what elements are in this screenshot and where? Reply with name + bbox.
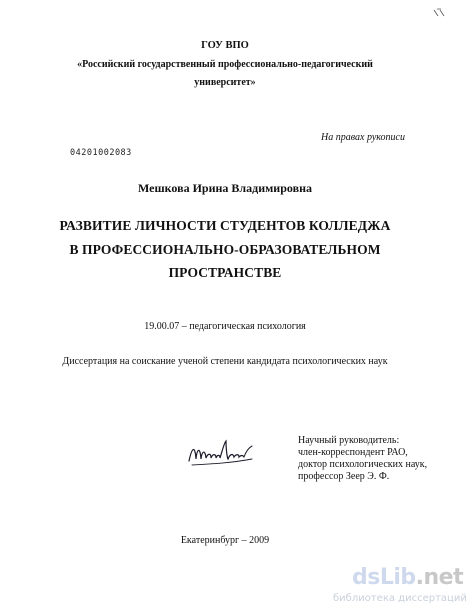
supervisor-degree: доктор психологических наук,	[298, 459, 428, 470]
watermark-subtitle: библиотека диссертаций	[333, 593, 467, 604]
supervisor-name: профессор Зеер Э. Ф.	[298, 471, 390, 482]
watermark-brand	[352, 565, 463, 590]
author-name: Мешкова Ирина Владимировна	[138, 181, 312, 195]
handwritten-signature	[186, 437, 261, 472]
corner-mark-icon	[432, 8, 446, 18]
thesis-title-line2: В ПРОФЕССИОНАЛЬНО-ОБРАЗОВАТЕЛЬНОМ	[69, 242, 381, 257]
city-year: Екатеринбург – 2009	[180, 535, 270, 546]
supervisor-title: член-корреспондент РАО,	[298, 447, 408, 458]
org-short-name: ГОУ ВПО	[201, 40, 249, 51]
supervisor-label: Научный руководитель:	[298, 435, 400, 446]
watermark-brand-main: dsLib	[352, 565, 416, 590]
thesis-title-line3: ПРОСТРАНСТВЕ	[168, 265, 282, 280]
dslib-watermark-logo	[330, 565, 467, 607]
thesis-title-line1: РАЗВИТИЕ ЛИЧНОСТИ СТУДЕНТОВ КОЛЛЕДЖА	[59, 218, 391, 233]
inventory-number: 04201002083	[70, 148, 132, 158]
watermark-brand-tld: .net	[415, 565, 464, 590]
org-full-name-line1: «Российский государственный профессионально-педагогический	[77, 59, 373, 70]
dissertation-statement: Диссертация на соискание ученой степени кандидата психологических наук	[62, 356, 388, 367]
org-full-name-line2: университет»	[194, 77, 256, 88]
manuscript-rights: На правах рукописи	[321, 132, 405, 143]
specialty-code: 19.00.07 – педагогическая психология	[144, 321, 306, 332]
